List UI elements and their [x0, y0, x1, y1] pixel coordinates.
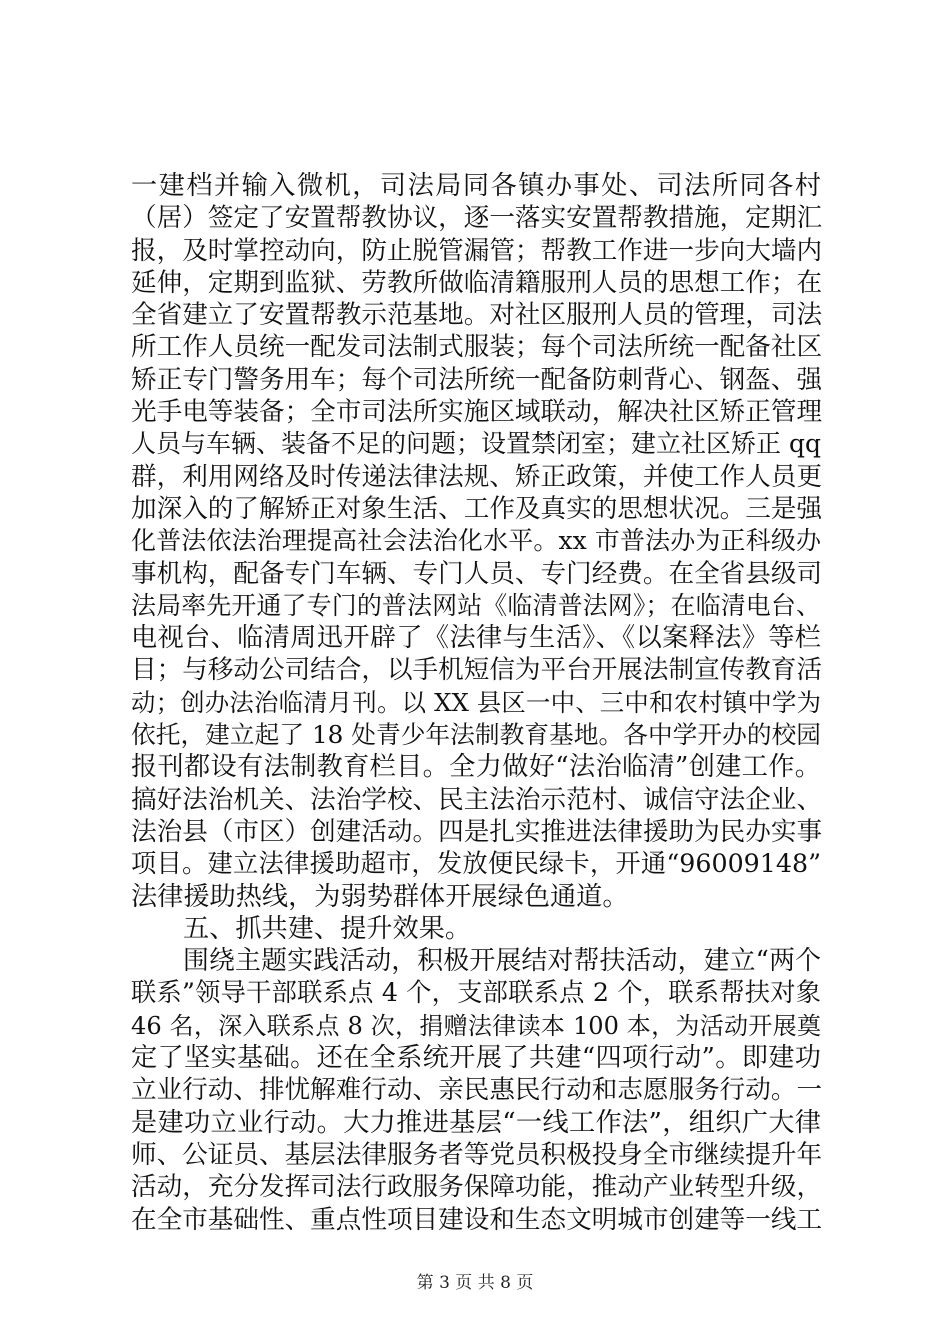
text-line: 联系”领导干部联系点 4 个，支部联系点 2 个，联系帮扶对象 [131, 978, 821, 1008]
text-line: 动；创办法治临清月刊。以 XX 县区一中、三中和农村镇中学为 [131, 687, 821, 717]
text-line: 事机构，配备专门车辆、专门人员、专门经费。在全省县级司 [131, 558, 823, 589]
section-heading: 五、抓共建、提升效果。 [183, 913, 472, 944]
text-line: 活动，充分发挥司法行政服务保障功能，推动产业转型升级， [131, 1172, 823, 1203]
text-line: 化普法依法治理提高社会法治化水平。xx 市普法办为正科级办 [131, 526, 821, 556]
text-line: 师、公证员、基层法律服务者等党员积极投身全市继续提升年 [131, 1139, 823, 1170]
text-line: 所工作人员统一配发司法制式服装；每个司法所统一配备社区 [131, 332, 823, 363]
text-line: 法律援助热线，为弱势群体开展绿色通道。 [131, 881, 629, 912]
text-line: 依托，建立起了 18 处青少年法制教育基地。各中学开办的校园 [131, 720, 821, 750]
text-line: 目；与移动公司结合，以手机短信为平台开展法制宣传教育活 [131, 655, 823, 686]
text-line: 群，利用网络及时传递法律法规、矫正政策，并使工作人员更 [131, 461, 823, 492]
page-number-footer: 第 3 页 共 8 页 [416, 1273, 534, 1293]
text-line: 报刊都设有法制教育栏目。全力做好“法治临清”创建工作。 [131, 752, 821, 783]
text-line: 电视台、临清周迅开辟了《法律与生活》、《以案释法》等栏 [131, 623, 821, 654]
text-line: 人员与车辆、装备不足的问题；设置禁闭室；建立社区矫正 qq [131, 429, 821, 459]
text-line: 围绕主题实践活动，积极开展结对帮扶活动，建立“两个 [183, 946, 821, 977]
text-line: 矫正专门警务用车；每个司法所统一配备防刺背心、钢盔、强 [131, 364, 823, 395]
text-line: 延伸，定期到监狱、劳教所做临清籍服刑人员的思想工作；在 [131, 267, 823, 298]
text-line: 光手电等装备；全市司法所实施区域联动，解决社区矫正管理 [131, 397, 823, 428]
text-line: 法治县（市区）创建活动。四是扎实推进法律援助为民办实事 [131, 816, 823, 847]
text-line: 定了坚实基础。还在全系统开展了共建“四项行动”。即建功 [131, 1043, 821, 1074]
text-line: 是建功立业行动。大力推进基层“一线工作法”，组织广大律 [131, 1107, 821, 1138]
text-line: 46 名，深入联系点 8 次，捐赠法律读本 100 本，为活动开展奠 [131, 1011, 821, 1040]
text-line: 立业行动、排忧解难行动、亲民惠民行动和志愿服务行动。一 [131, 1075, 823, 1106]
text-line: 在全市基础性、重点性项目建设和生态文明城市创建等一线工 [131, 1204, 823, 1235]
document-body [131, 170, 821, 1236]
text-line: 搞好法治机关、法治学校、民主法治示范村、诚信守法企业、 [131, 784, 823, 815]
text-line: 项目。建立法律援助超市，发放便民绿卡，开通“96009148” [131, 849, 821, 879]
text-line: 加深入的了解矫正对象生活、工作及真实的思想状况。三是强 [131, 493, 823, 524]
text-line: 一建档并输入微机，司法局同各镇办事处、司法所同各村 [131, 171, 821, 201]
text-line: 全省建立了安置帮教示范基地。对社区服刑人员的管理，司法 [131, 300, 823, 331]
text-line: 报，及时掌控动向，防止脱管漏管；帮教工作进一步向大墙内 [131, 235, 823, 266]
text-line: （居）签定了安置帮教协议，逐一落实安置帮教措施，定期汇 [131, 203, 823, 234]
text-line: 法局率先开通了专门的普法网站《临清普法网》；在临清电台、 [131, 590, 821, 620]
